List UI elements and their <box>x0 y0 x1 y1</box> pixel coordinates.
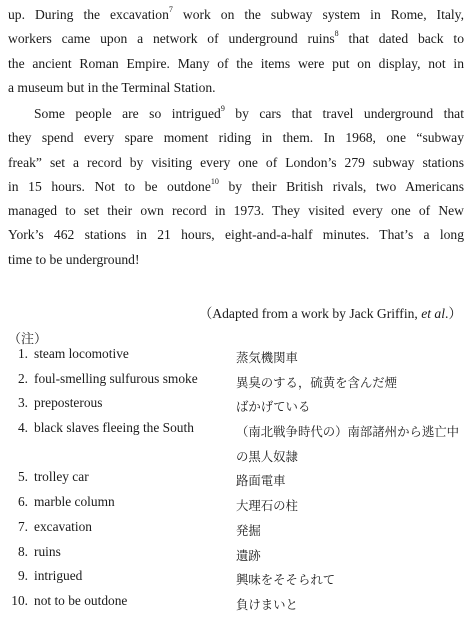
text-line: time to be underground! <box>8 251 140 267</box>
text-line: workers came upon a network of underground ruins$^8$ that dated back to <box>8 29 464 47</box>
text-line: freak” set a record by visiting every one of London’s 279 subway stations <box>8 154 464 170</box>
text-line: Some people are so intrigued$^9$ by cars that travel underground that <box>34 104 464 121</box>
text-line: a museum but in the Terminal Station. <box>8 79 216 95</box>
paragraph-2 <box>8 102 464 272</box>
footnote-marker-10: 10 <box>210 176 219 186</box>
text-line: in 15 hours. Not to be outdone$^{10}$ by their British rivals, two Americans <box>8 176 464 194</box>
note-item: 8. ruins 遺跡 <box>17 543 261 563</box>
footnote-marker-9: 9 <box>220 104 225 113</box>
note-item: 6. marble column 大理石の柱 <box>17 494 298 514</box>
note-item: 4. black slaves fleeing the South （南北戦争時代の）南部諸州から逃亡中の黒人奴隷 <box>17 420 460 464</box>
note-item: 2. foul-smelling sulfurous smoke 異臭のする，硫黄を含んだ煙 <box>17 370 398 390</box>
note-item: 10. not to be outdone 負けまいと <box>11 592 298 612</box>
notes-heading: （注） <box>8 332 48 347</box>
note-item: 5. trolley car 路面電車 <box>17 469 286 489</box>
text-line: managed to set their own record in 1973. They visited every one of New <box>8 203 464 219</box>
footnote-marker-8: 8 <box>334 29 339 39</box>
note-item: 1. steam locomotive 蒸気機関車 <box>17 346 298 365</box>
text-line: York’s 462 stations in 21 hours, eight-and-a-half minutes. That’s a long <box>8 227 464 243</box>
text-line: they spend every spare moment riding in them. In 1968, one “subway <box>8 130 464 146</box>
note-item: 3. preposterous ばかげている <box>17 395 311 415</box>
paragraph-1 <box>8 3 464 100</box>
text-line: the ancient Roman Empire. Many of the items were put on display, not in <box>8 55 464 71</box>
footnote-marker-7: 7 <box>168 5 173 14</box>
note-item: 7. excavation 発掘 <box>17 518 261 538</box>
source-attribution: （Adapted from a work by Jack Griffin, et al.） <box>198 306 462 321</box>
note-item: 9. intrigued 興味をそそられて <box>17 568 336 588</box>
text-line: up. During the excavation$^7$ work on the subway system in Rome, Italy, <box>8 5 464 22</box>
notes-list <box>8 346 468 618</box>
